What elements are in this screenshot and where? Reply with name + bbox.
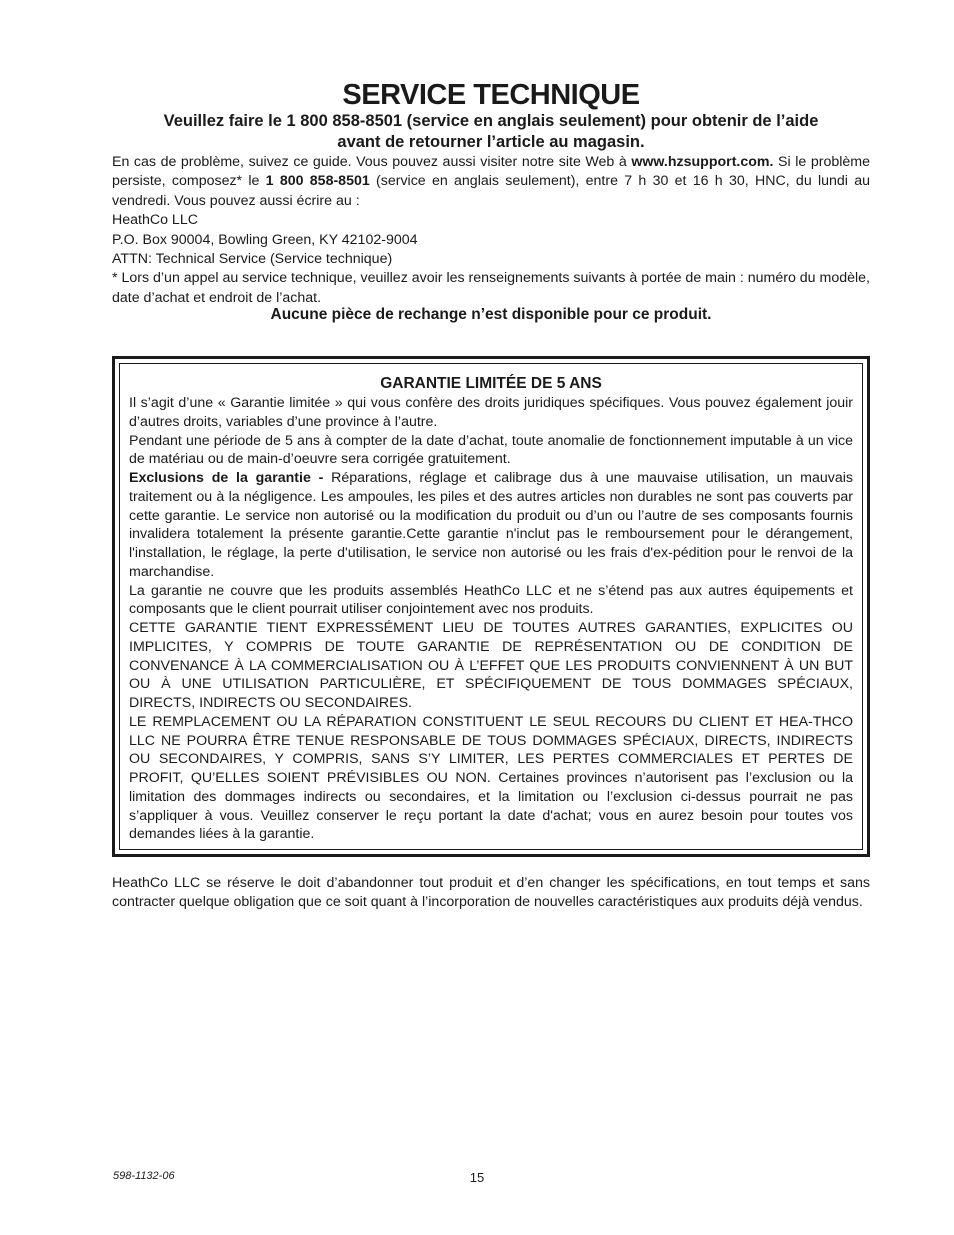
exclusions-text: Réparations, réglage et calibrage dus à une mauvaise utilisation, un mauvais traitement ou à la négligence. Les ampoules, les piles et des autres articles non durables ne sont pas couverts par cette garantie. Le service non autorisé ou la modification du produit ou d’un ou l’autre de ses composants fournis invalidera totalement la présente garantie.Cette garantie n'inclut pas le remboursement pour le dérangement, l'installation, le réglage, la perte d'utilisation, le service non autorisé ou les frais d'ex-pédition pour le renvoi de la marchandise. xyxy=(129,470,854,580)
intro-footnote: * Lors d’un appel au service technique, veuillez avoir les renseignements suivants à portée de main : numéro du modèle, date d’achat et endroit de l’achat. xyxy=(112,270,870,306)
exclusions-label: Exclusions de la garantie - xyxy=(129,470,324,486)
warranty-box-inner xyxy=(119,363,863,850)
service-callout xyxy=(112,111,870,153)
address-line-2: P.O. Box 90004, Bowling Green, KY 42102-9004 xyxy=(112,231,418,248)
warranty-paragraph-4: La garantie ne couvre que les produits assemblés HeathCo LLC et ne s’étend pas aux autres équipements et composants que le client pourrait utiliser conjointement avec nos produits. xyxy=(129,582,853,618)
warranty-paragraph-6: LE REMPLACEMENT OU LA RÉPARATION CONSTITUENT LE SEUL RECOURS DU CLIENT ET HEA-THCO LLC NE POURRA ÊTRE TENUE RESPONSABLE DE TOUS DOMMAGES SPÉCIAUX, DIRECTS, INDIRECTS OU SECONDAIRES, Y COMPRIS, SANS S’Y LIMITER, LES PERTES COMMERCIALES ET PERTES DE PROFIT, QU’ELLES SOIENT PRÉVISIBLES OU NON. Certaines provinces n’autorisent pas l’exclusion ou la limitation des dommages indirects ou secondaires, et la limitation ou l’exclusion ci-dessus pourrait ne pas s’appliquer à vous. Veuillez conserver le reçu portant la date d'achat; vous en aurez besoin pour toutes vos demandes liées à la garantie. xyxy=(129,713,853,843)
warranty-paragraph-2: Pendant une période de 5 ans à compter de la date d’achat, toute anomalie de fonctionnement imputable à un vice de matériau ou de main-d’oeuvre sera corrigée gratuitement. xyxy=(129,432,853,468)
phone-number: 1 800 858-8501 xyxy=(265,173,370,190)
address-line-1: HeathCo LLC xyxy=(112,212,198,229)
warranty-paragraph-1: Il s’agit d’une « Garantie limitée » qui vous confère des droits juridiques spécifiques. Vous pouvez également jouir d’autres droits, variables d’une province à l’autre. xyxy=(129,395,853,430)
intro-text-c: (service en anglais seulement), entre 7 h 30 et 16 h 30, HNC, du lundi au vendredi. Vous pouvez aussi écrire au : xyxy=(112,173,871,209)
website-link[interactable]: www.hzsupport.com. xyxy=(631,154,774,170)
intro-paragraph xyxy=(112,153,870,211)
warranty-title: GARANTIE LIMITÉE DE 5 ANS xyxy=(380,375,602,392)
callout-line-2: avant de retourner l’article au magasin. xyxy=(337,133,645,151)
warranty-paragraph-3 xyxy=(129,469,853,582)
callout-line-1: Veuillez faire le 1 800 858-8501 (service en anglais seulement) pour obtenir de l’aide xyxy=(163,112,819,130)
intro-text-b: Si le problème persiste, composez* le xyxy=(112,154,870,190)
warranty-body xyxy=(129,394,853,844)
parts-notice: Aucune pièce de rechange n’est disponible pour ce produit. xyxy=(270,306,712,323)
document-code: 598-1132-06 xyxy=(113,1170,175,1182)
closing-paragraph: HeathCo LLC se réserve le doit d’abandonner tout produit et d’en changer les spécifications, en tout temps et sans contracter quelque obligation que ce soit quant à l’incorporation de nouvelles caractéristiques aux produits déjà vendus. xyxy=(112,875,870,910)
page-title: SERVICE TECHNIQUE xyxy=(342,79,640,111)
intro-text-a: En cas de problème, suivez ce guide. Vous pouvez aussi visiter notre site Web à xyxy=(112,154,632,170)
closing-statement xyxy=(112,874,870,912)
warranty-paragraph-5: CETTE GARANTIE TIENT EXPRESSÉMENT LIEU DE TOUTES AUTRES GARANTIES, EXPLICITES OU IMPLICITES, Y COMPRIS DE TOUTE GARANTIE DE REPRÉSENTATION OU DE CONDITION DE CONVENANCE À LA COMMERCIALISATION OU À L’EFFET QUE LES PRODUITS CONVIENNENT À UN BUT OU À UNE UTILISATION PARTICULIÈRE, ET SPÉCIFIQUEMENT DE TOUS DOMMAGES SPÉCIAUX, DIRECTS, INDIRECTS OU SECONDAIRES. xyxy=(129,620,853,711)
intro-section xyxy=(112,153,870,308)
address-line-3: ATTN: Technical Service (Service technique) xyxy=(112,251,393,268)
page-number: 15 xyxy=(469,1170,485,1185)
warranty-box xyxy=(112,356,870,857)
